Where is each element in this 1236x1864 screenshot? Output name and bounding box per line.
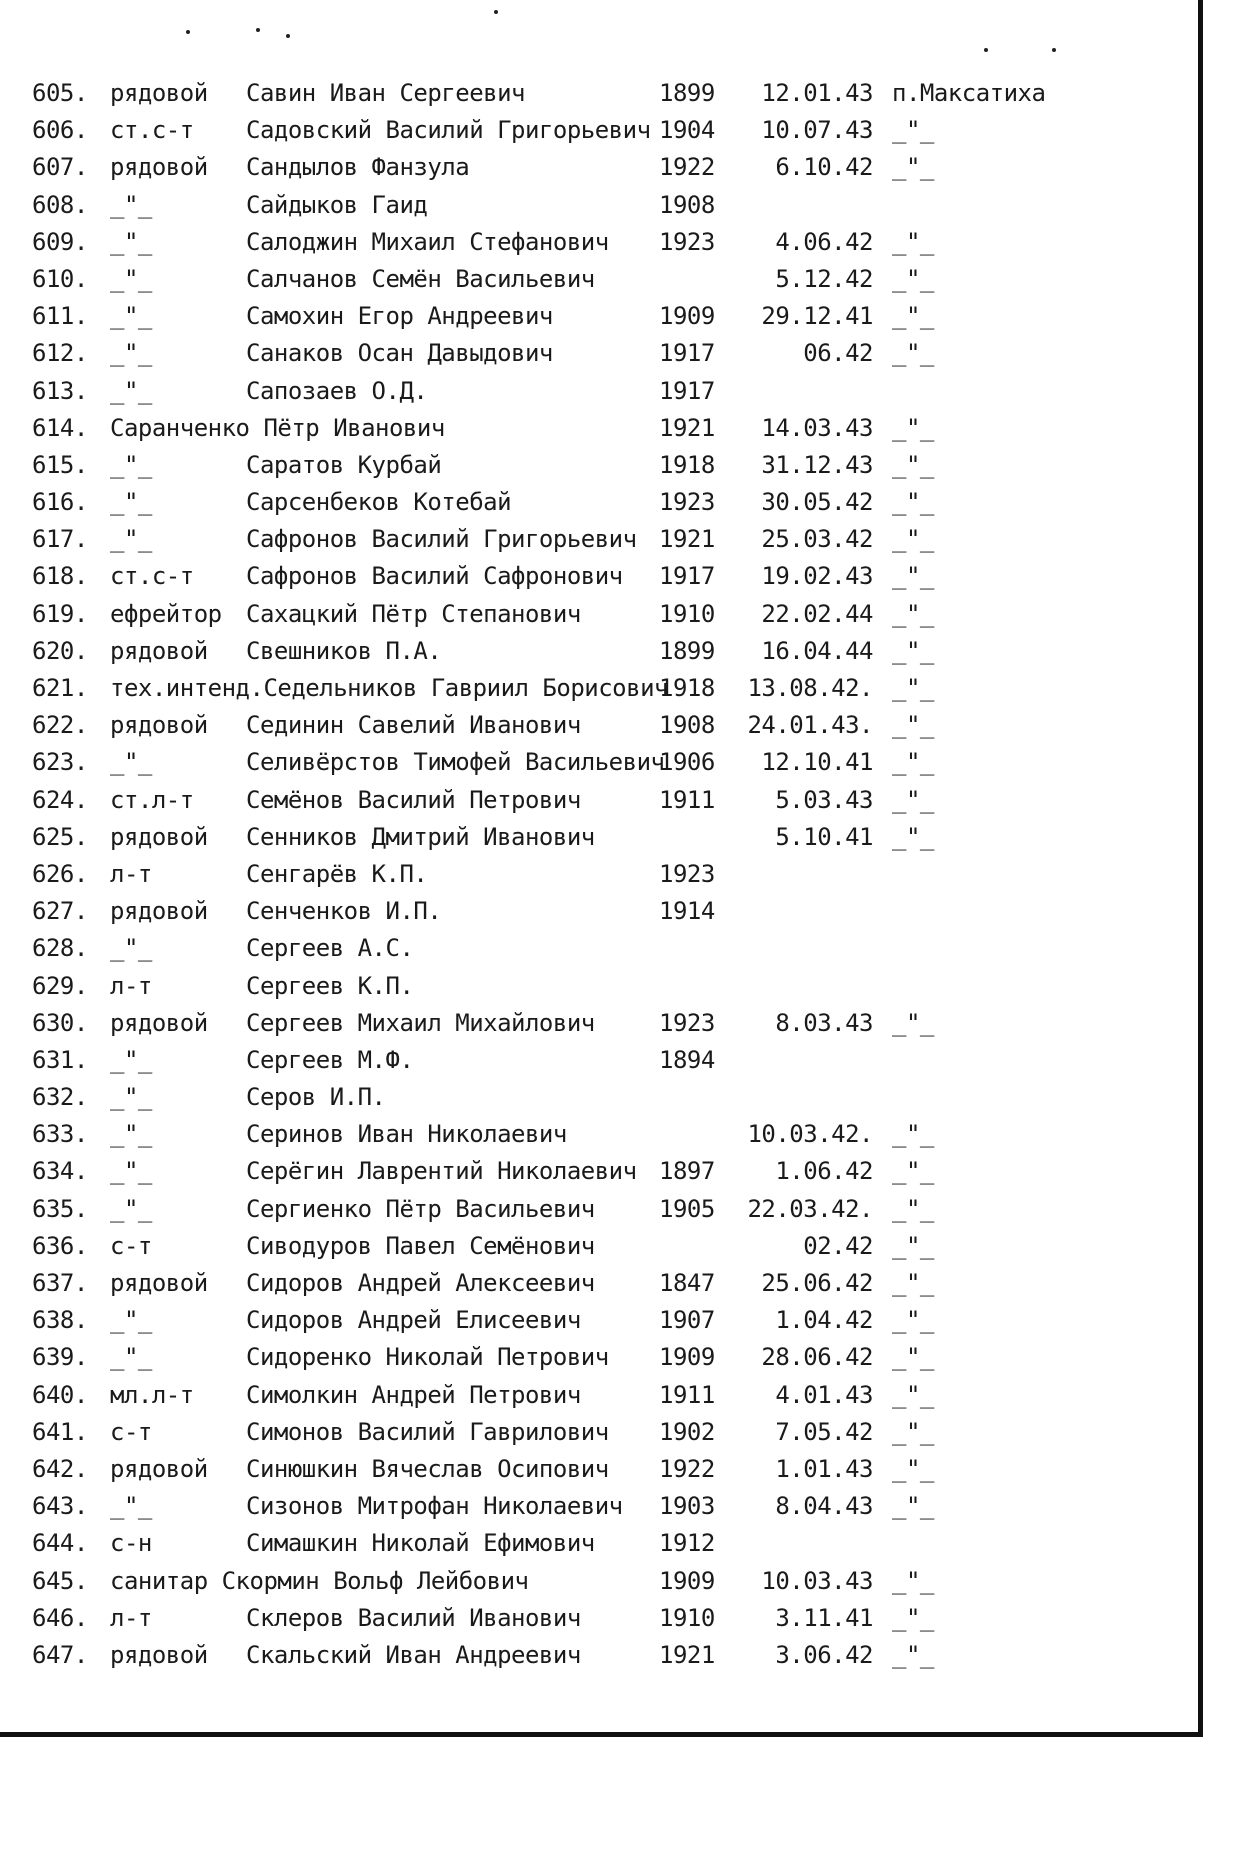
record-rank: _"_ bbox=[110, 1343, 152, 1372]
record-rank: мл.л-т bbox=[110, 1380, 194, 1409]
record-row bbox=[0, 896, 1180, 933]
record-place: _"_ bbox=[892, 562, 934, 591]
record-date: 8.03.43 bbox=[775, 1008, 873, 1037]
record-row bbox=[0, 599, 1180, 636]
record-date: 6.10.42 bbox=[775, 153, 873, 182]
record-rank: _"_ bbox=[110, 1045, 152, 1074]
record-number: 619. bbox=[32, 599, 88, 628]
record-name: Садовский Василий Григорьевич bbox=[246, 116, 651, 145]
record-rank: _"_ bbox=[110, 1194, 152, 1223]
record-birth-year: 1911 bbox=[659, 1380, 715, 1409]
record-rank: тех.интенд.Седельников Гавриил Борисович bbox=[110, 674, 668, 702]
record-rank: _"_ bbox=[110, 376, 152, 405]
record-number: 608. bbox=[32, 190, 88, 219]
record-birth-year: 1917 bbox=[659, 562, 715, 591]
record-row bbox=[0, 227, 1180, 264]
record-birth-year: 1914 bbox=[659, 897, 715, 926]
record-date: 28.06.42 bbox=[761, 1343, 873, 1372]
record-name: Сергеев М.Ф. bbox=[246, 1045, 414, 1074]
record-number: 647. bbox=[32, 1640, 88, 1669]
record-place: _"_ bbox=[892, 450, 934, 479]
record-number: 609. bbox=[32, 227, 88, 256]
record-place: _"_ bbox=[892, 1566, 934, 1595]
scan-speck bbox=[1052, 48, 1056, 52]
record-number: 613. bbox=[32, 376, 88, 405]
record-rank: _"_ bbox=[110, 748, 152, 777]
record-rank: _"_ bbox=[110, 264, 152, 293]
record-rank: с-т bbox=[110, 1231, 152, 1260]
record-row bbox=[0, 338, 1180, 375]
record-place: _"_ bbox=[892, 1008, 934, 1037]
record-place: _"_ bbox=[892, 636, 934, 665]
record-birth-year: 1923 bbox=[659, 227, 715, 256]
record-row bbox=[0, 152, 1180, 189]
record-place: _"_ bbox=[892, 711, 934, 740]
record-name: Скальский Иван Андреевич bbox=[246, 1640, 581, 1669]
record-place: _"_ bbox=[892, 1343, 934, 1372]
record-date: 10.03.42. bbox=[747, 1120, 873, 1149]
record-rank: ст.с-т bbox=[110, 116, 194, 145]
record-number: 621. bbox=[32, 674, 88, 702]
record-date: 31.12.43 bbox=[761, 450, 873, 479]
record-date: 14.03.43 bbox=[761, 413, 873, 442]
record-date: 13.08.42. bbox=[747, 674, 873, 702]
record-birth-year: 1909 bbox=[659, 1566, 715, 1595]
record-name: Сергиенко Пётр Васильевич bbox=[246, 1194, 595, 1223]
record-place: _"_ bbox=[892, 264, 934, 293]
record-date: 5.03.43 bbox=[775, 785, 873, 814]
record-number: 637. bbox=[32, 1269, 88, 1297]
record-row bbox=[0, 190, 1180, 227]
record-name: Склеров Василий Иванович bbox=[246, 1603, 581, 1632]
record-row bbox=[0, 1491, 1180, 1528]
record-date: 12.10.41 bbox=[761, 748, 873, 777]
record-name: Сахацкий Пётр Степанович bbox=[246, 599, 581, 628]
record-number: 611. bbox=[32, 302, 88, 331]
record-row bbox=[0, 971, 1180, 1008]
record-place: _"_ bbox=[892, 1417, 934, 1446]
record-date: 25.03.42 bbox=[761, 525, 873, 554]
record-place: _"_ bbox=[892, 1120, 934, 1149]
record-name: Саратов Курбай bbox=[246, 450, 442, 479]
record-date: 30.05.42 bbox=[761, 488, 873, 517]
record-row bbox=[0, 1566, 1180, 1603]
record-number: 631. bbox=[32, 1045, 88, 1074]
record-row bbox=[0, 859, 1180, 896]
record-birth-year: 1897 bbox=[659, 1157, 715, 1186]
record-row bbox=[0, 1603, 1180, 1640]
record-date: 8.04.43 bbox=[775, 1492, 873, 1521]
record-birth-year: 1923 bbox=[659, 488, 715, 517]
record-name: Серинов Иван Николаевич bbox=[246, 1120, 567, 1149]
record-number: 606. bbox=[32, 116, 88, 145]
scan-speck bbox=[186, 30, 190, 34]
record-place: _"_ bbox=[892, 1194, 934, 1223]
record-name: Сергеев Михаил Михайлович bbox=[246, 1008, 595, 1037]
record-birth-year: 1921 bbox=[659, 1640, 715, 1669]
record-name: Сафронов Василий Сафронович bbox=[246, 562, 623, 591]
record-rank: _"_ bbox=[110, 302, 152, 331]
record-date: 25.06.42 bbox=[761, 1269, 873, 1297]
record-date: 24.01.43. bbox=[747, 711, 873, 740]
record-number: 625. bbox=[32, 822, 88, 851]
record-name: Сидоров Андрей Алексеевич bbox=[246, 1269, 595, 1297]
record-date: 22.02.44 bbox=[761, 599, 873, 628]
record-rank: _"_ bbox=[110, 1306, 152, 1335]
record-name: Серёгин Лаврентий Николаевич bbox=[246, 1157, 637, 1186]
record-date: 1.04.42 bbox=[775, 1306, 873, 1335]
record-rank: ефрейтор bbox=[110, 599, 222, 628]
record-birth-year: 1905 bbox=[659, 1194, 715, 1223]
record-row bbox=[0, 1305, 1180, 1342]
record-birth-year: 1910 bbox=[659, 1603, 715, 1632]
record-rank: рядовой bbox=[110, 1269, 208, 1297]
record-number: 634. bbox=[32, 1157, 88, 1186]
record-date: 12.01.43 bbox=[761, 79, 873, 107]
record-row bbox=[0, 1045, 1180, 1082]
record-birth-year: 1909 bbox=[659, 1343, 715, 1372]
record-date: 02.42 bbox=[803, 1231, 873, 1260]
record-name: Салоджин Михаил Стефанович bbox=[246, 227, 609, 256]
record-row bbox=[0, 1231, 1180, 1268]
record-row bbox=[0, 487, 1180, 524]
record-birth-year: 1918 bbox=[659, 450, 715, 479]
record-row bbox=[0, 822, 1180, 859]
record-name: Симолкин Андрей Петрович bbox=[246, 1380, 581, 1409]
record-place: _"_ bbox=[892, 1306, 934, 1335]
record-rank: рядовой bbox=[110, 636, 208, 665]
record-rank: рядовой bbox=[110, 1454, 208, 1483]
record-name: Селивёрстов Тимофей Васильевич bbox=[246, 748, 665, 777]
record-name: Сергеев А.С. bbox=[246, 934, 414, 963]
record-name: Санаков Осан Давыдович bbox=[246, 339, 553, 368]
record-number: 630. bbox=[32, 1008, 88, 1037]
scan-speck bbox=[256, 28, 260, 32]
record-rank: с-т bbox=[110, 1417, 152, 1446]
record-number: 642. bbox=[32, 1454, 88, 1483]
record-number: 620. bbox=[32, 636, 88, 665]
record-name: Сидоренко Николай Петрович bbox=[246, 1343, 609, 1372]
record-place: _"_ bbox=[892, 1640, 934, 1669]
record-number: 617. bbox=[32, 525, 88, 554]
record-name: Сарсенбеков Котебай bbox=[246, 488, 512, 517]
record-row bbox=[0, 1082, 1180, 1119]
record-rank: ст.л-т bbox=[110, 785, 194, 814]
record-rank: л-т bbox=[110, 859, 152, 888]
record-row bbox=[0, 785, 1180, 822]
record-row bbox=[0, 1417, 1180, 1454]
record-rank: _"_ bbox=[110, 1157, 152, 1186]
record-row bbox=[0, 524, 1180, 561]
record-date: 1.06.42 bbox=[775, 1157, 873, 1186]
record-rank: _"_ bbox=[110, 1083, 152, 1112]
record-name: Салчанов Семён Васильевич bbox=[246, 264, 595, 293]
record-row bbox=[0, 1008, 1180, 1045]
record-rank: _"_ bbox=[110, 227, 152, 256]
record-name: Сайдыков Гаид bbox=[246, 190, 428, 219]
record-place: _"_ bbox=[892, 227, 934, 256]
record-birth-year: 1902 bbox=[659, 1417, 715, 1446]
record-rank: рядовой bbox=[110, 897, 208, 926]
record-place: _"_ bbox=[892, 302, 934, 331]
record-place: _"_ bbox=[892, 599, 934, 628]
record-row bbox=[0, 78, 1180, 115]
record-birth-year: 1910 bbox=[659, 599, 715, 628]
record-date: 22.03.42. bbox=[747, 1194, 873, 1223]
record-number: 618. bbox=[32, 562, 88, 591]
record-name: Сапозаев О.Д. bbox=[246, 376, 428, 405]
record-birth-year: 1911 bbox=[659, 785, 715, 814]
record-row bbox=[0, 1528, 1180, 1565]
record-rank: _"_ bbox=[110, 190, 152, 219]
record-place: _"_ bbox=[892, 488, 934, 517]
record-row bbox=[0, 1342, 1180, 1379]
record-date: 16.04.44 bbox=[761, 636, 873, 665]
record-number: 626. bbox=[32, 859, 88, 888]
record-row bbox=[0, 1268, 1180, 1305]
record-number: 632. bbox=[32, 1083, 88, 1112]
record-place: _"_ bbox=[892, 339, 934, 368]
record-number: 610. bbox=[32, 264, 88, 293]
record-rank: _"_ bbox=[110, 339, 152, 368]
record-date: 5.10.41 bbox=[775, 822, 873, 851]
record-birth-year: 1923 bbox=[659, 859, 715, 888]
record-name: Синюшкин Вячеслав Осипович bbox=[246, 1454, 609, 1483]
record-place: _"_ bbox=[892, 822, 934, 851]
record-birth-year: 1921 bbox=[659, 525, 715, 554]
record-row bbox=[0, 264, 1180, 301]
record-rank: рядовой bbox=[110, 822, 208, 851]
record-row bbox=[0, 1380, 1180, 1417]
record-row bbox=[0, 710, 1180, 747]
record-row bbox=[0, 747, 1180, 784]
record-birth-year: 1917 bbox=[659, 339, 715, 368]
record-place: _"_ bbox=[892, 674, 934, 702]
record-birth-year: 1922 bbox=[659, 153, 715, 182]
record-rank: рядовой bbox=[110, 1008, 208, 1037]
record-row bbox=[0, 1119, 1180, 1156]
record-number: 614. bbox=[32, 413, 88, 442]
record-name: Семёнов Василий Петрович bbox=[246, 785, 581, 814]
record-name: Сафронов Василий Григорьевич bbox=[246, 525, 637, 554]
record-number: 633. bbox=[32, 1120, 88, 1149]
record-number: 623. bbox=[32, 748, 88, 777]
record-number: 644. bbox=[32, 1529, 88, 1558]
record-birth-year: 1908 bbox=[659, 711, 715, 740]
record-name: Самохин Егор Андреевич bbox=[246, 302, 553, 331]
record-row bbox=[0, 1194, 1180, 1231]
record-date: 06.42 bbox=[803, 339, 873, 368]
record-birth-year: 1912 bbox=[659, 1529, 715, 1558]
record-birth-year: 1917 bbox=[659, 376, 715, 405]
record-name: Симашкин Николай Ефимович bbox=[246, 1529, 595, 1558]
record-row bbox=[0, 933, 1180, 970]
record-name: Сизонов Митрофан Николаевич bbox=[246, 1492, 623, 1521]
record-rank: л-т bbox=[110, 971, 152, 1000]
record-date: 7.05.42 bbox=[775, 1417, 873, 1446]
record-place: _"_ bbox=[892, 116, 934, 145]
record-rank: с-н bbox=[110, 1529, 152, 1558]
record-place: _"_ bbox=[892, 1603, 934, 1632]
record-birth-year: 1907 bbox=[659, 1306, 715, 1335]
record-place: _"_ bbox=[892, 525, 934, 554]
record-rank: рядовой bbox=[110, 1640, 208, 1669]
record-number: 639. bbox=[32, 1343, 88, 1372]
record-birth-year: 1918 bbox=[659, 674, 715, 702]
record-number: 629. bbox=[32, 971, 88, 1000]
record-birth-year: 1909 bbox=[659, 302, 715, 331]
record-number: 605. bbox=[32, 79, 88, 107]
record-rank: _"_ bbox=[110, 450, 152, 479]
record-place: _"_ bbox=[892, 153, 934, 182]
record-rank: _"_ bbox=[110, 934, 152, 963]
record-date: 3.11.41 bbox=[775, 1603, 873, 1632]
record-row bbox=[0, 673, 1180, 710]
record-birth-year: 1923 bbox=[659, 1008, 715, 1037]
record-name: Сергеев К.П. bbox=[246, 971, 414, 1000]
record-place: _"_ bbox=[892, 748, 934, 777]
record-name: Сиводуров Павел Семёнович bbox=[246, 1231, 595, 1260]
record-number: 638. bbox=[32, 1306, 88, 1335]
record-number: 616. bbox=[32, 488, 88, 517]
record-number: 628. bbox=[32, 934, 88, 963]
record-date: 29.12.41 bbox=[761, 302, 873, 331]
record-row bbox=[0, 413, 1180, 450]
record-name: Сенников Дмитрий Иванович bbox=[246, 822, 595, 851]
record-number: 645. bbox=[32, 1566, 88, 1595]
record-place: _"_ bbox=[892, 1454, 934, 1483]
record-rank: ст.с-т bbox=[110, 562, 194, 591]
record-birth-year: 1922 bbox=[659, 1454, 715, 1483]
record-name: Савин Иван Сергеевич bbox=[246, 79, 525, 107]
record-name: Свешников П.А. bbox=[246, 636, 442, 665]
record-rank: _"_ bbox=[110, 488, 152, 517]
record-date: 4.06.42 bbox=[775, 227, 873, 256]
record-birth-year: 1894 bbox=[659, 1045, 715, 1074]
record-date: 1.01.43 bbox=[775, 1454, 873, 1483]
record-number: 636. bbox=[32, 1231, 88, 1260]
scan-speck bbox=[984, 48, 988, 52]
record-place: _"_ bbox=[892, 1231, 934, 1260]
record-row bbox=[0, 450, 1180, 487]
record-row bbox=[0, 1640, 1180, 1677]
record-birth-year: 1908 bbox=[659, 190, 715, 219]
record-row bbox=[0, 561, 1180, 598]
record-name: Сенгарёв К.П. bbox=[246, 859, 428, 888]
record-number: 635. bbox=[32, 1194, 88, 1223]
record-place: _"_ bbox=[892, 1157, 934, 1186]
record-name: Серов И.П. bbox=[246, 1083, 386, 1112]
record-place: _"_ bbox=[892, 1492, 934, 1521]
record-row bbox=[0, 1156, 1180, 1193]
record-place: _"_ bbox=[892, 413, 934, 442]
record-number: 641. bbox=[32, 1417, 88, 1446]
record-birth-year: 1903 bbox=[659, 1492, 715, 1521]
record-number: 607. bbox=[32, 153, 88, 182]
record-rank: л-т bbox=[110, 1603, 152, 1632]
record-date: 10.07.43 bbox=[761, 116, 873, 145]
record-birth-year: 1906 bbox=[659, 748, 715, 777]
record-row bbox=[0, 636, 1180, 673]
record-rank: _"_ bbox=[110, 1120, 152, 1149]
record-date: 3.06.42 bbox=[775, 1640, 873, 1669]
record-birth-year: 1921 bbox=[659, 413, 715, 442]
record-name: Сидоров Андрей Елисеевич bbox=[246, 1306, 581, 1335]
record-rank: рядовой bbox=[110, 79, 208, 107]
record-date: 10.03.43 bbox=[761, 1566, 873, 1595]
record-number: 640. bbox=[32, 1380, 88, 1409]
record-place: п.Максатиха bbox=[892, 79, 1046, 107]
scan-speck bbox=[494, 10, 498, 14]
record-rank: рядовой bbox=[110, 153, 208, 182]
record-number: 646. bbox=[32, 1603, 88, 1632]
record-number: 643. bbox=[32, 1492, 88, 1521]
record-place: _"_ bbox=[892, 785, 934, 814]
record-row bbox=[0, 115, 1180, 152]
record-name: Симонов Василий Гаврилович bbox=[246, 1417, 609, 1446]
record-rank: санитар Скормин Вольф Лейбович bbox=[110, 1566, 529, 1595]
record-name: Сандылов Фанзула bbox=[246, 153, 470, 182]
record-row bbox=[0, 1454, 1180, 1491]
record-rank: _"_ bbox=[110, 525, 152, 554]
record-number: 615. bbox=[32, 450, 88, 479]
record-date: 5.12.42 bbox=[775, 264, 873, 293]
record-birth-year: 1899 bbox=[659, 79, 715, 107]
record-number: 627. bbox=[32, 897, 88, 926]
record-row bbox=[0, 301, 1180, 338]
record-name: Сединин Савелий Иванович bbox=[246, 711, 581, 740]
record-date: 19.02.43 bbox=[761, 562, 873, 591]
record-number: 622. bbox=[32, 711, 88, 740]
record-birth-year: 1904 bbox=[659, 116, 715, 145]
record-date: 4.01.43 bbox=[775, 1380, 873, 1409]
record-number: 612. bbox=[32, 339, 88, 368]
record-birth-year: 1847 bbox=[659, 1269, 715, 1297]
record-rank: Саранченко Пётр Иванович bbox=[110, 413, 445, 442]
record-name: Сенченков И.П. bbox=[246, 897, 442, 926]
record-place: _"_ bbox=[892, 1380, 934, 1409]
record-birth-year: 1899 bbox=[659, 636, 715, 665]
scan-speck bbox=[286, 34, 290, 38]
record-row bbox=[0, 376, 1180, 413]
record-place: _"_ bbox=[892, 1269, 934, 1297]
record-rank: _"_ bbox=[110, 1492, 152, 1521]
record-rank: рядовой bbox=[110, 711, 208, 740]
records-list bbox=[0, 78, 1180, 1677]
record-number: 624. bbox=[32, 785, 88, 814]
